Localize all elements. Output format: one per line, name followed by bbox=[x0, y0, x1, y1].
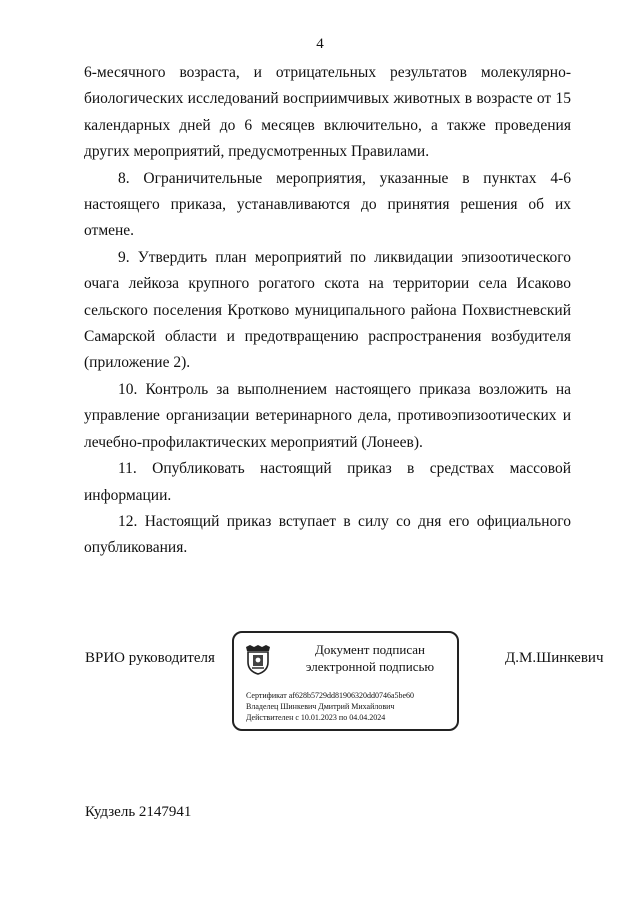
stamp-certificate: Сертификат af628b5729dd81906320dd0746a5be60 bbox=[246, 691, 415, 700]
executor-info: Кудзель 2147941 bbox=[85, 804, 192, 820]
paragraph-item-11: 11. Опубликовать настоящий приказ в средствах массовой информации. bbox=[84, 460, 571, 504]
paragraph-item-12: 12. Настоящий приказ вступает в силу со дня его официального опубликования. bbox=[84, 512, 571, 557]
signatory-position: ВРИО руководителя bbox=[85, 650, 215, 666]
paragraph-item-8: 8. Ограничительные мероприятия, указанные в пунктах 4-6 настоящего приказа, устанавливаются до принятия решения об их отмене. bbox=[84, 169, 571, 240]
signatory-name: Д.М.Шинкевич bbox=[505, 650, 604, 666]
stamp-title-line2: электронной подписью bbox=[305, 659, 435, 674]
electronic-signature-stamp bbox=[232, 631, 459, 731]
stamp-details bbox=[246, 690, 414, 723]
paragraph-item-10: 10. Контроль за выполнением настоящего приказа возложить на управление организации ветеринарного дела, противоэпизоотических и лечебно-профилактических мероприятий (Лонеев). bbox=[84, 380, 571, 451]
paragraph-item-9: 9. Утвердить план мероприятий по ликвидации эпизоотического очага лейкоза крупного рогатого скота на территории села Исаково сельского поселения Кротково муниципального района Похвистневский Самарской области и предотвращению распространения возбудителя (приложение 2). bbox=[84, 248, 571, 372]
stamp-owner: Владелец Шинкевич Дмитрий Михайлович bbox=[246, 702, 395, 711]
paragraph-continuation: 6-месячного возраста, и отрицательных результатов молекулярно-биологических исследований восприимчивых животных в возрасте от 15 календарных дней до 6 месяцев включительно, а также проведения других мероприятий, предусмотренных Правилами. bbox=[84, 64, 571, 161]
stamp-title-line1: Документ подписан bbox=[315, 642, 425, 657]
stamp-validity: Действителен с 10.01.2023 по 04.04.2024 bbox=[246, 713, 386, 722]
page-number: 4 bbox=[316, 36, 324, 52]
coat-of-arms-icon bbox=[244, 644, 272, 676]
stamp-title bbox=[286, 641, 454, 675]
order-body bbox=[84, 60, 571, 562]
